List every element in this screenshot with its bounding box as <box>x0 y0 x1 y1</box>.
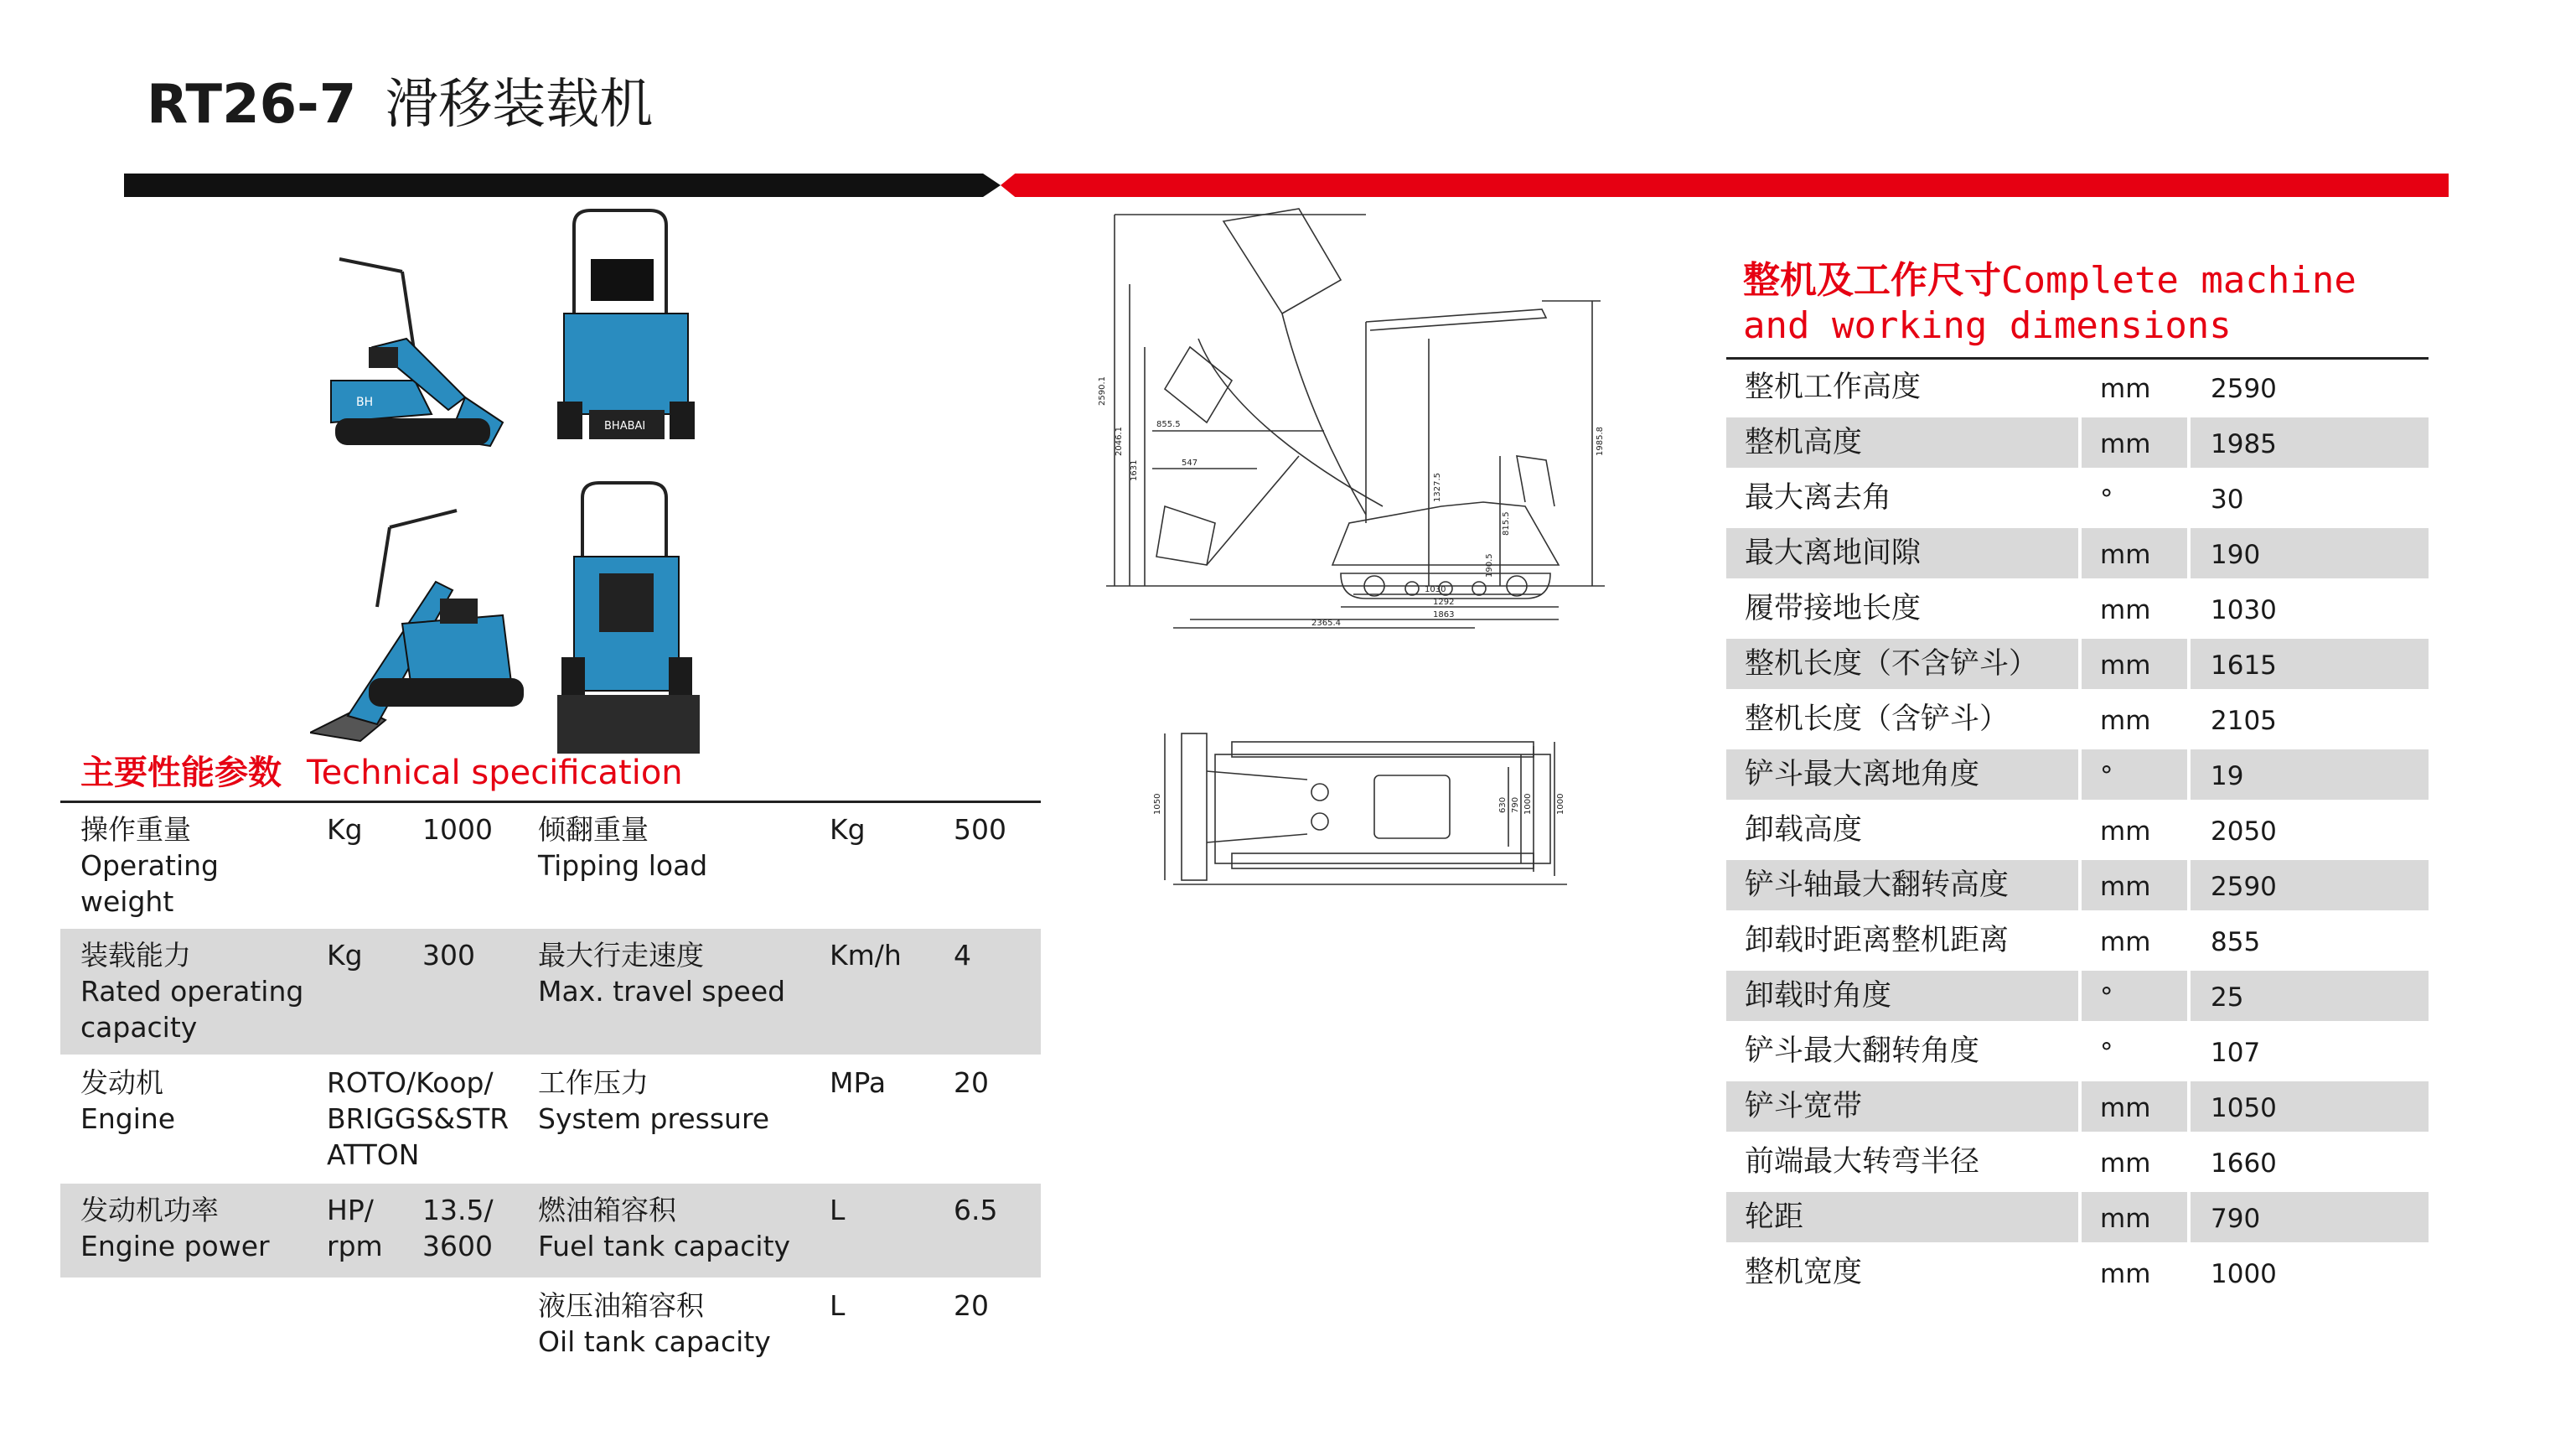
dim-label: 2365.4 <box>1311 619 1341 628</box>
divider <box>60 801 1041 803</box>
dimension-name: 最大离地间隙 <box>1745 536 1922 570</box>
spec-label: 发动机 Engine <box>80 1066 176 1135</box>
spec-value: 300 <box>422 939 475 972</box>
dimension-unit: mm <box>2100 1204 2151 1234</box>
dimension-row <box>1726 528 2429 578</box>
dim-label: 547 <box>1182 459 1198 468</box>
dimension-value: 855 <box>2211 927 2261 957</box>
dimension-unit: mm <box>2100 540 2151 570</box>
header-bar-red <box>1001 174 2449 197</box>
spec-label: 燃油箱容积 Fuel tank capacity <box>538 1194 791 1262</box>
spec-label: 工作压力 System pressure <box>538 1066 770 1135</box>
dimension-row <box>1726 362 2429 412</box>
dim-label: 1631 <box>1130 459 1139 481</box>
product-name: 滑移装载机 <box>385 74 654 136</box>
dimension-unit: ° <box>2100 982 2113 1013</box>
dimension-name: 前端最大转弯半径 <box>1745 1145 1980 1179</box>
header-bar-black <box>124 174 1001 197</box>
row-shade <box>2082 971 2187 1021</box>
dimension-unit: mm <box>2100 1259 2151 1289</box>
top-dimension-drawing <box>1140 721 1567 897</box>
dimension-name: 铲斗最大离地角度 <box>1745 758 1980 791</box>
dimension-name: 履带接地长度 <box>1745 592 1922 625</box>
dim-label: 790 <box>1511 796 1520 813</box>
dimension-value: 1000 <box>2211 1259 2277 1289</box>
dimension-name: 整机宽度 <box>1745 1256 1863 1289</box>
tech-spec-title-en: Technical specification <box>307 754 683 792</box>
dimension-name: 卸载时角度 <box>1745 979 1892 1013</box>
dimension-unit: mm <box>2100 1093 2151 1123</box>
dimension-unit: ° <box>2100 761 2113 791</box>
dimension-unit: mm <box>2100 816 2151 847</box>
dimension-row <box>1726 1137 2429 1187</box>
spec-unit: MPa <box>830 1066 887 1099</box>
spec-value: 6.5 <box>954 1194 998 1226</box>
spec-unit: L <box>830 1194 846 1226</box>
spec-label: 操作重量 Operating weight <box>80 813 219 918</box>
dimension-unit: mm <box>2100 429 2151 459</box>
spec-label: 发动机功率 Engine power <box>80 1194 270 1262</box>
dimension-value: 2590 <box>2211 374 2277 404</box>
row-shade <box>2082 749 2187 800</box>
dim-label: 190.5 <box>1485 553 1494 578</box>
dim-label: 2590.1 <box>1098 376 1107 406</box>
dimension-unit: ° <box>2100 1038 2113 1068</box>
spec-unit: Km/h <box>830 939 902 972</box>
dim-label: 815.5 <box>1502 511 1511 536</box>
dimension-row <box>1726 971 2429 1021</box>
dimension-row <box>1726 749 2429 800</box>
dimension-unit: ° <box>2100 485 2113 515</box>
dimensions-title-en-1: Complete machine <box>2001 259 2356 302</box>
dimension-row <box>1726 583 2429 634</box>
dimension-value: 1660 <box>2211 1148 2277 1179</box>
dimension-unit: mm <box>2100 374 2151 404</box>
dimension-name: 整机长度（不含铲斗） <box>1745 647 2039 681</box>
dimension-value: 107 <box>2211 1038 2261 1068</box>
dimension-name: 整机高度 <box>1745 426 1863 459</box>
dimension-name: 整机工作高度 <box>1745 371 1922 404</box>
spec-unit: Kg <box>830 813 866 846</box>
dim-label: 1000 <box>1556 793 1565 815</box>
spec-unit: HP/ rpm <box>327 1194 383 1262</box>
brand-text-rear: BHABAI <box>604 420 646 433</box>
tech-spec-title-cn: 主要性能参数 <box>80 754 282 792</box>
dimension-row <box>1726 1026 2429 1076</box>
dimension-value: 19 <box>2211 761 2244 791</box>
svg-text:BH: BH <box>356 396 374 409</box>
dimension-name: 整机长度（含铲斗） <box>1745 702 2010 736</box>
page-title <box>147 69 653 141</box>
dim-label: 1050 <box>1153 793 1162 815</box>
spec-row <box>60 1184 1041 1278</box>
dim-label: 1863 <box>1433 610 1455 619</box>
divider <box>1726 357 2429 360</box>
dimension-value: 1615 <box>2211 650 2277 681</box>
dimension-name: 铲斗轴最大翻转高度 <box>1745 868 2010 902</box>
dimension-name: 铲斗最大翻转角度 <box>1745 1034 1980 1068</box>
dimension-unit: mm <box>2100 595 2151 625</box>
spec-value: 4 <box>954 939 971 972</box>
dimension-value: 1030 <box>2211 595 2277 625</box>
spec-value: 20 <box>954 1289 989 1322</box>
dimension-value: 2050 <box>2211 816 2277 847</box>
dim-label: 630 <box>1498 796 1508 813</box>
dimension-row <box>1726 805 2429 855</box>
spec-row <box>60 805 1041 929</box>
spec-value: 20 <box>954 1066 989 1099</box>
dimension-row <box>1726 639 2429 689</box>
dimension-value: 2105 <box>2211 706 2277 736</box>
dimension-unit: mm <box>2100 650 2151 681</box>
dimension-value: 30 <box>2211 485 2244 515</box>
dimension-row <box>1726 1247 2429 1298</box>
dimension-row <box>1726 860 2429 910</box>
dimension-row <box>1726 1192 2429 1242</box>
spec-label: 液压油箱容积 Oil tank capacity <box>538 1289 771 1358</box>
dimension-value: 190 <box>2211 540 2261 570</box>
dimension-name: 卸载时距离整机距离 <box>1745 924 2010 957</box>
dimension-unit: mm <box>2100 927 2151 957</box>
dim-label: 1030 <box>1425 585 1446 594</box>
dim-label: 855.5 <box>1156 420 1181 429</box>
model-number: RT26-7 <box>147 74 357 136</box>
dimension-name: 最大离去角 <box>1745 481 1892 515</box>
dimensions-title <box>1743 258 2356 349</box>
spec-label: 倾翻重量 Tipping load <box>538 813 708 882</box>
product-photos <box>310 205 754 754</box>
dimensions-title-cn: 整机及工作尺寸 <box>1743 259 2001 302</box>
dimensions-title-en-2: and working dimensions <box>1743 304 2232 347</box>
dimension-row <box>1726 1081 2429 1132</box>
dimension-value: 2590 <box>2211 872 2277 902</box>
dimension-name: 轮距 <box>1745 1200 1804 1234</box>
spec-row <box>60 1278 1041 1371</box>
dim-label: 1000 <box>1523 793 1533 815</box>
dimension-value: 1050 <box>2211 1093 2277 1123</box>
dimension-value: 1985 <box>2211 429 2277 459</box>
dimension-name: 铲斗宽带 <box>1745 1090 1863 1123</box>
spec-unit: ROTO/Koop/ BRIGGS&STR ATTON <box>327 1066 510 1171</box>
dimension-unit: mm <box>2100 706 2151 736</box>
dimension-row <box>1726 473 2429 523</box>
dimension-row <box>1726 694 2429 744</box>
dim-label: 2046.1 <box>1115 427 1124 456</box>
dim-label: 1985.8 <box>1596 427 1605 456</box>
dim-label: 1327.5 <box>1433 473 1442 502</box>
dimension-row <box>1726 915 2429 966</box>
side-dimension-drawing <box>1089 205 1609 640</box>
spec-label: 最大行走速度 Max. travel speed <box>538 939 786 1008</box>
spec-value: 1000 <box>422 813 493 846</box>
tech-spec-title <box>80 746 683 794</box>
spec-unit: L <box>830 1289 846 1322</box>
dim-label: 1292 <box>1433 598 1455 607</box>
spec-unit: Kg <box>327 939 363 972</box>
dimension-unit: mm <box>2100 872 2151 902</box>
spec-row <box>60 1055 1041 1184</box>
dimension-name: 卸载高度 <box>1745 813 1863 847</box>
dimension-value: 25 <box>2211 982 2244 1013</box>
dimension-row <box>1726 417 2429 468</box>
spec-row <box>60 929 1041 1055</box>
spec-value: 500 <box>954 813 1006 846</box>
dimension-value: 790 <box>2211 1204 2261 1234</box>
spec-label: 装载能力 Rated operating capacity <box>80 939 304 1044</box>
spec-unit: Kg <box>327 813 363 846</box>
dimension-unit: mm <box>2100 1148 2151 1179</box>
spec-value: 13.5/ 3600 <box>422 1194 494 1262</box>
